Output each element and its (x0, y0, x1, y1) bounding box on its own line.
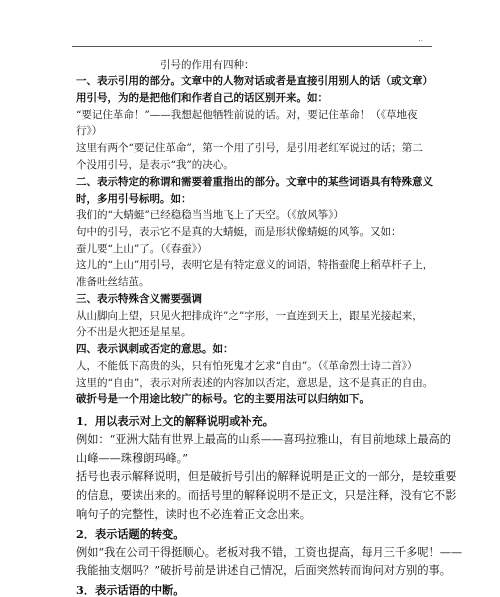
dash-usage-1: 1．用以表示对上文的解释说明或补充。 (76, 414, 274, 428)
text-line: 我能抽支烟吗？”破折号前是讲述自己情况，后面突然转而询问对方别的事。 (76, 564, 451, 578)
text-line: 句中的引号，表示它不是真的大蜻蜓，而是形状像蜻蜓的风筝。又如： (76, 226, 402, 238)
section-heading-1: 一、表示引用的部分。文章中的人物对话或者是直接引用别人的话（或文章） (76, 75, 433, 87)
text-line: “要记住革命！”——我想起他牺牲前说的话。对，要记住革命！（《草地夜 (76, 109, 418, 121)
text-line: 例如：“亚洲大陆有世界上最高的山系——喜玛拉雅山，有目前地球上最高的 (76, 432, 451, 446)
text-line: 人，不能低下高贵的头，只有怕死鬼才乞求“自由”。（《革命烈士诗二首》） (76, 360, 418, 372)
section-heading-3: 三、表示特殊含义需要强调 (76, 293, 202, 305)
header-rule (72, 46, 432, 47)
text-line: 蚕儿要“上山”了。（《春蚕》） (76, 243, 208, 255)
text-line: 的信息，要读出来的。而括号里的解释说明不是正文，只是注释，没有它不影 (76, 489, 457, 503)
text-line: 我们的“大蜻蜓”已经稳稳当当地飞上了天空。（《放风筝》） (76, 209, 344, 221)
text-line: 这里的“自由”，表示对所表述的内容加以否定，意思是，这不是真正的自由。 (76, 377, 434, 389)
text-line: 例如“我在公司干得挺顺心。老板对我不错，工资也提高，每月三千多呢！—— (76, 545, 463, 559)
text-line: 这儿的“上山”用引号，表明它是有特定意义的词语，特指蚕爬上稻草杆子上， (76, 259, 434, 271)
document-title: 引号的作用有四种： (160, 59, 255, 71)
text-line: 个没用引号，是表示“我”的决心。 (76, 159, 234, 171)
text-line: 分不出是火把还是星星。 (76, 326, 192, 338)
header-mark: .. (418, 34, 424, 43)
text-line: 括号也表示解释说明，但是破折号引出的解释说明是正文的一部分，是较重要 (76, 470, 457, 484)
dash-usage-3: 3．表示话语的中断。 (76, 583, 185, 597)
text-line: 山峰——珠穆朗玛峰。” (76, 451, 188, 465)
text-line: 行》） (76, 125, 103, 137)
text-line: 从山脚向上望，只见火把排成许”之”字形，一直连到天上，跟星光接起来， (76, 310, 423, 322)
section-heading-4: 四、表示讽刺或否定的意思。如： (76, 343, 234, 355)
section-heading-2: 二、表示特定的称谓和需要着重指出的部分。文章中的某些词语具有特殊意义 (76, 176, 433, 188)
dash-usage-2: 2．表示话题的转变。 (76, 526, 185, 541)
text-line: 响句子的完整性，读时也不必连着正文念出来。 (76, 508, 311, 521)
section-heading-2-cont: 时，多用引号标明。如： (76, 193, 192, 205)
text-line: 准备吐丝结茧。 (76, 276, 150, 288)
dash-intro: 破折号是一个用途比较广的标号。它的主要用法可以归纳如下。 (76, 393, 370, 405)
section-heading-1-cont: 用引号，为的是把他们和作者自己的话区别开来。如： (76, 92, 328, 104)
text-line: 这里有两个“要记住革命”，第一个用了引号，是引用老红军说过的话；第二 (76, 142, 423, 154)
